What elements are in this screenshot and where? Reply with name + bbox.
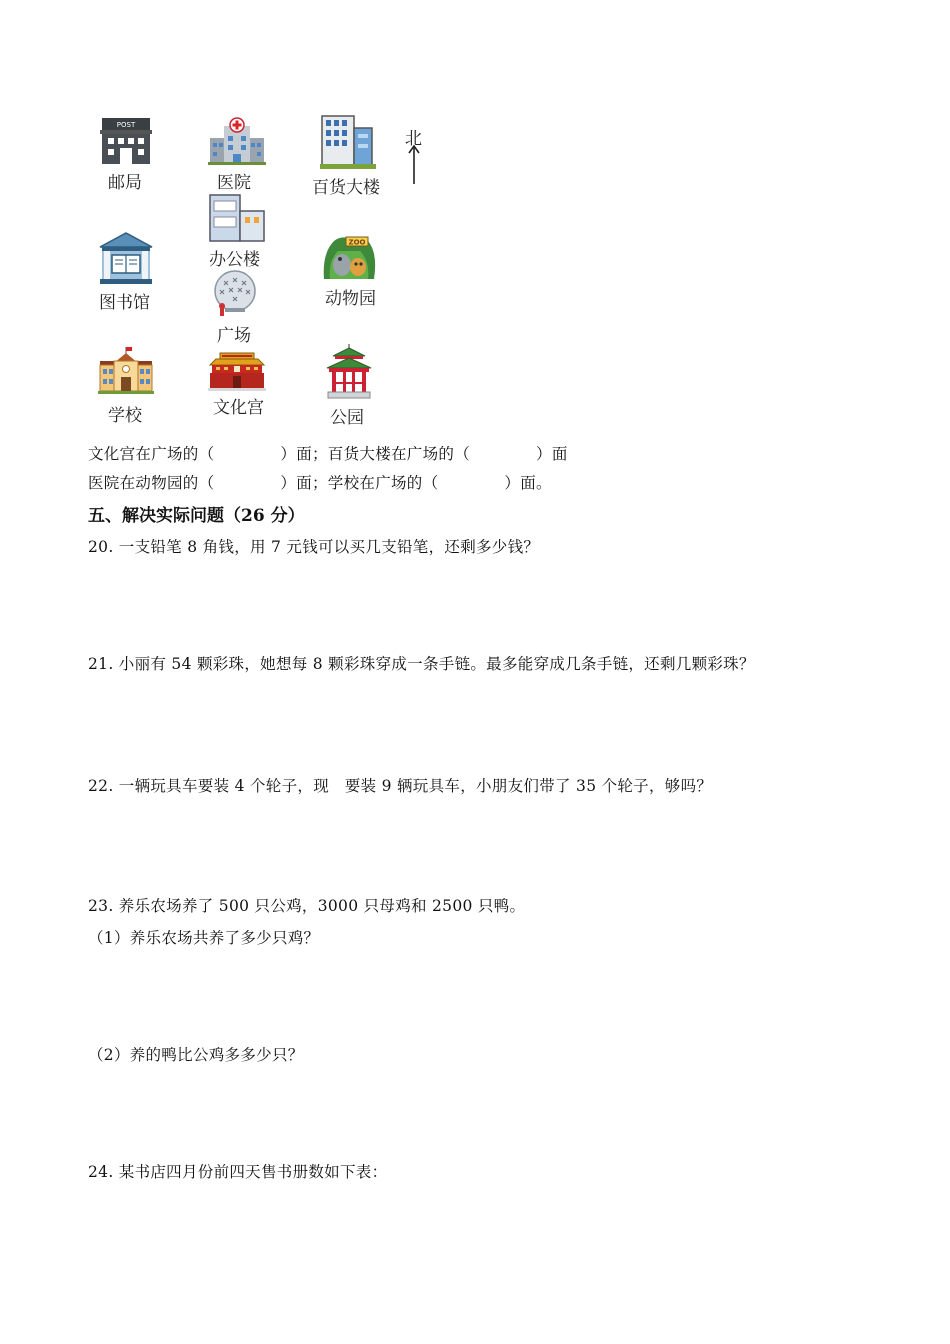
q19-line2-part2: ）面；学校在广场的（ xyxy=(280,474,439,492)
q19-line1-part2: ）面；百货大楼在广场的（ xyxy=(280,445,471,463)
zoo-label: 动物园 xyxy=(325,289,376,309)
department-store-label: 百货大楼 xyxy=(312,178,380,198)
department-store-icon xyxy=(320,114,376,170)
school-label: 学校 xyxy=(108,406,142,426)
section-5-heading: 五、解决实际问题（26 分） xyxy=(88,506,305,526)
post-office-label: 邮局 xyxy=(108,173,142,193)
park-label: 公园 xyxy=(330,408,364,428)
north-arrow-icon xyxy=(407,144,421,186)
question-23: 23. 养乐农场养了 500 只公鸡，3000 只母鸡和 2500 只鸭。 xyxy=(88,897,526,915)
q19-line2-part1: 医院在动物园的（ xyxy=(88,474,215,492)
cultural-palace-label: 文化宫 xyxy=(213,398,264,418)
question-21: 21. 小丽有 54 颗彩珠，她想每 8 颗彩珠穿成一条手链。最多能穿成几条手链，还剩几颗彩珠？ xyxy=(88,655,755,673)
hospital-icon xyxy=(208,116,266,166)
office-building-icon xyxy=(208,193,266,243)
post-sign: POST xyxy=(116,121,136,129)
library-icon xyxy=(98,231,154,285)
hospital-label: 医院 xyxy=(217,173,251,193)
school-icon xyxy=(98,347,154,395)
question-20: 20. 一支铅笔 8 角钱，用 7 元钱可以买几支铅笔，还剩多少钱？ xyxy=(88,538,540,556)
q19-line-2 xyxy=(88,471,552,493)
q19-line2-part3: ）面。 xyxy=(504,474,552,492)
north-label: 北 xyxy=(405,129,422,149)
office-building-label: 办公楼 xyxy=(209,250,260,270)
question-24: 24. 某书店四月份前四天售书册数如下表： xyxy=(88,1163,388,1181)
zoo-sign: ZOO xyxy=(348,238,366,247)
cultural-palace-icon xyxy=(208,349,266,391)
post-office-icon xyxy=(98,116,154,166)
q19-line1-part3: ）面 xyxy=(536,445,568,463)
library-label: 图书馆 xyxy=(99,293,150,313)
q19-line1-part1: 文化宫在广场的（ xyxy=(88,445,215,463)
square-label: 广场 xyxy=(217,326,251,346)
question-23-part-1: （1）养乐农场共养了多少只鸡？ xyxy=(88,929,320,947)
question-22: 22. 一辆玩具车要装 4 个轮子，现 要装 9 辆玩具车，小朋友们带了 35 个轮子，够吗？ xyxy=(88,777,713,795)
square-icon xyxy=(210,268,260,320)
park-icon xyxy=(325,344,373,400)
q19-line-1 xyxy=(88,442,568,464)
question-23-part-2: （2）养的鸭比公鸡多多少只？ xyxy=(88,1046,304,1064)
zoo-icon xyxy=(320,233,378,281)
